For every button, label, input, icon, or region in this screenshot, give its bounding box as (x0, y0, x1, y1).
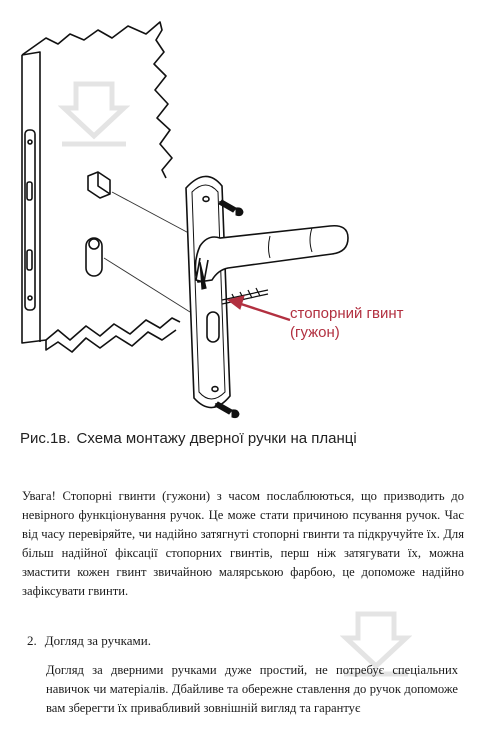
figure-caption-number: Рис.1в. (20, 430, 71, 447)
set-screw-callout-alias: (гужон) (290, 324, 340, 341)
callout-arrow (228, 296, 290, 320)
figure-caption-text: Схема монтажу дверної ручки на планці (76, 430, 357, 447)
section-number: 2. (27, 633, 37, 648)
handle-backplate (186, 176, 230, 407)
door-leaf (22, 22, 180, 352)
section-body: Догляд за дверними ручками дуже простий, не потребує спеціальних навичок чи матеріалів. Дбайливе та обережне ставлення до ручок допоможе вам зберегти їх привабливий зовнішній вигляд та гарантує (46, 663, 458, 715)
warning-paragraph: Увага! Стопорні гвинти (гужони) з часом послаблюються, що призводить до невірного функціонування ручок. Це може стати причиною псування ручок. Час від часу перевіряйте, чи надійно затягнуті стопорні гвинти та підкручуйте їх. Для більш надійної фіксації стопорних гвинтів, перш ніж затягувати їх, можна змастити кожен гвинт звичайною малярською фарбою, це допоможе надійно зафіксувати гвинти. (22, 489, 464, 598)
download-arrow-icon (58, 78, 130, 148)
section-heading (27, 633, 151, 649)
bottom-screw (215, 402, 239, 418)
figure-caption (20, 430, 357, 447)
guide-lines (104, 192, 198, 312)
section-title: Догляд за ручками. (44, 633, 151, 648)
set-screw-callout-label: стопорний гвинт (290, 305, 404, 322)
